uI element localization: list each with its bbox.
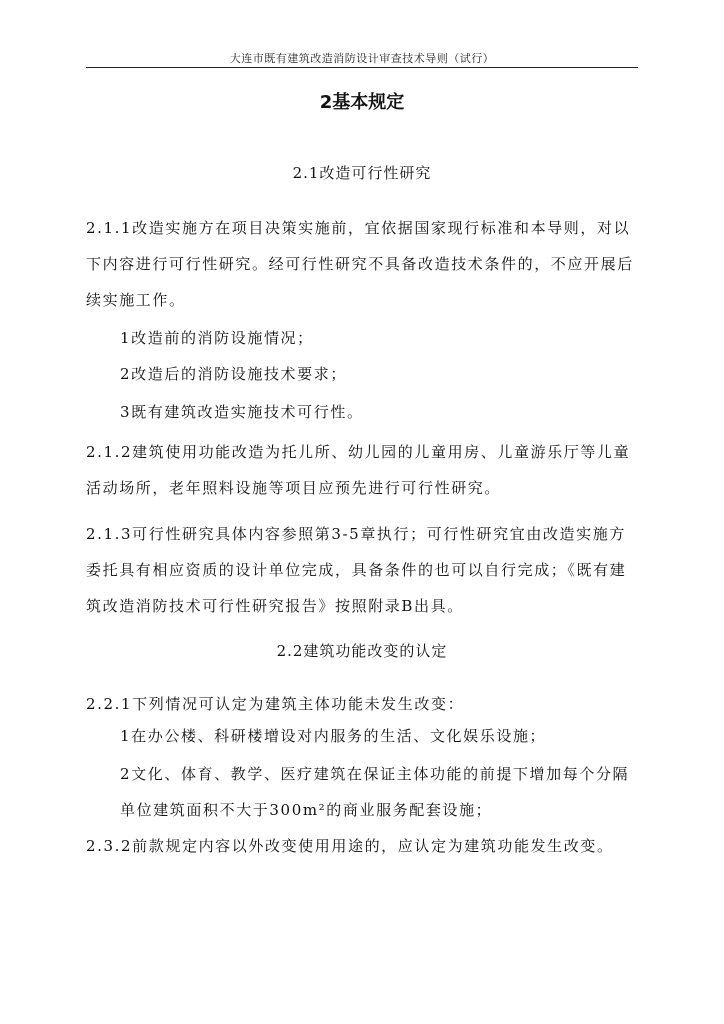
clause-2-1-3: 2.1.3可行性研究具体内容参照第3-5章执行；可行性研究宜由改造实施方委托具有相应资质的设计单位完成，具备条件的也可以自行完成；《既有建筑改造消防技术可行性研究报告》按照附录B出具。: [86, 525, 627, 615]
chapter-title: 2基本规定: [319, 92, 405, 113]
list-item: 3既有建筑改造实施技术可行性。: [120, 403, 364, 421]
list-item: 2文化、体育、教学、医疗建筑在保证主体功能的前提下增加每个分隔单位建筑面积不大于300m²的商业服务配套设施；: [120, 765, 630, 819]
list-item: 1在办公楼、科研楼增设对内服务的生活、文化娱乐设施；: [120, 727, 547, 745]
clause-2-1-1: 2.1.1改造实施方在项目决策实施前，宜依据国家现行标准和本导则，对以下内容进行可行性研究。经可行性研究不具备改造技术条件的，不应开展后续实施工作。: [86, 219, 634, 309]
section-title-2-2: 2.2建筑功能改变的认定: [276, 642, 448, 660]
header-rule: [86, 67, 638, 68]
section-title-2-1: 2.1改造可行性研究: [292, 164, 432, 182]
clause-2-1-2: 2.1.2建筑使用功能改造为托儿所、幼儿园的儿童用房、儿童游乐厅等儿童活动场所，老年照料设施等项目应预先进行可行性研究。: [86, 443, 631, 497]
clause-2-2-1: 2.2.1下列情况可认定为建筑主体功能未发生改变：: [86, 695, 465, 713]
running-header: 大连市既有建筑改造消防设计审查技术导则（试行）: [229, 52, 495, 65]
list-item: 1改造前的消防设施情况；: [120, 329, 314, 347]
list-item: 2改造后的消防设施技术要求；: [120, 365, 347, 383]
clause-2-3-2: 2.3.2前款规定内容以外改变使用用途的，应认定为建筑功能发生改变。: [86, 837, 614, 855]
